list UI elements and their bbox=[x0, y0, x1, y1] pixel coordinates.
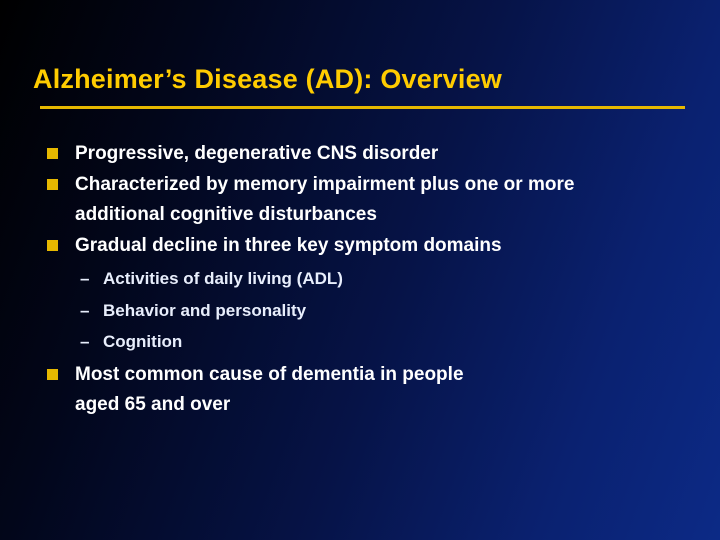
bullet-text: Characterized by memory impairment plus one or more bbox=[75, 174, 575, 195]
dash-marker: – bbox=[80, 301, 90, 320]
sub-bullet-item bbox=[80, 327, 640, 357]
sub-bullet-item bbox=[80, 296, 640, 326]
square-bullet-icon bbox=[47, 179, 58, 190]
bullet-text-continuation: aged 65 and over bbox=[75, 394, 231, 415]
sub-bullet-text: Activities of daily living (ADL) bbox=[103, 269, 343, 288]
dash-marker: – bbox=[80, 332, 90, 351]
sub-bullet-text: Cognition bbox=[103, 332, 183, 351]
square-bullet-icon bbox=[47, 369, 58, 380]
dash-marker: – bbox=[80, 269, 90, 288]
bullet-item bbox=[47, 170, 687, 230]
bullet-item bbox=[47, 360, 687, 420]
bullet-item bbox=[47, 139, 687, 169]
bullet-text: Gradual decline in three key symptom domains bbox=[75, 235, 502, 256]
bullet-text: Progressive, degenerative CNS disorder bbox=[75, 143, 439, 164]
sub-bullet-text: Behavior and personality bbox=[103, 301, 307, 320]
sub-bullet-item bbox=[80, 264, 640, 294]
bullet-text-continuation: additional cognitive disturbances bbox=[75, 204, 377, 225]
bullet-item bbox=[47, 231, 687, 261]
bullet-text: Most common cause of dementia in people bbox=[75, 364, 464, 385]
square-bullet-icon bbox=[47, 240, 58, 251]
slide-title: Alzheimer’s Disease (AD): Overview bbox=[33, 64, 502, 94]
square-bullet-icon bbox=[47, 148, 58, 159]
